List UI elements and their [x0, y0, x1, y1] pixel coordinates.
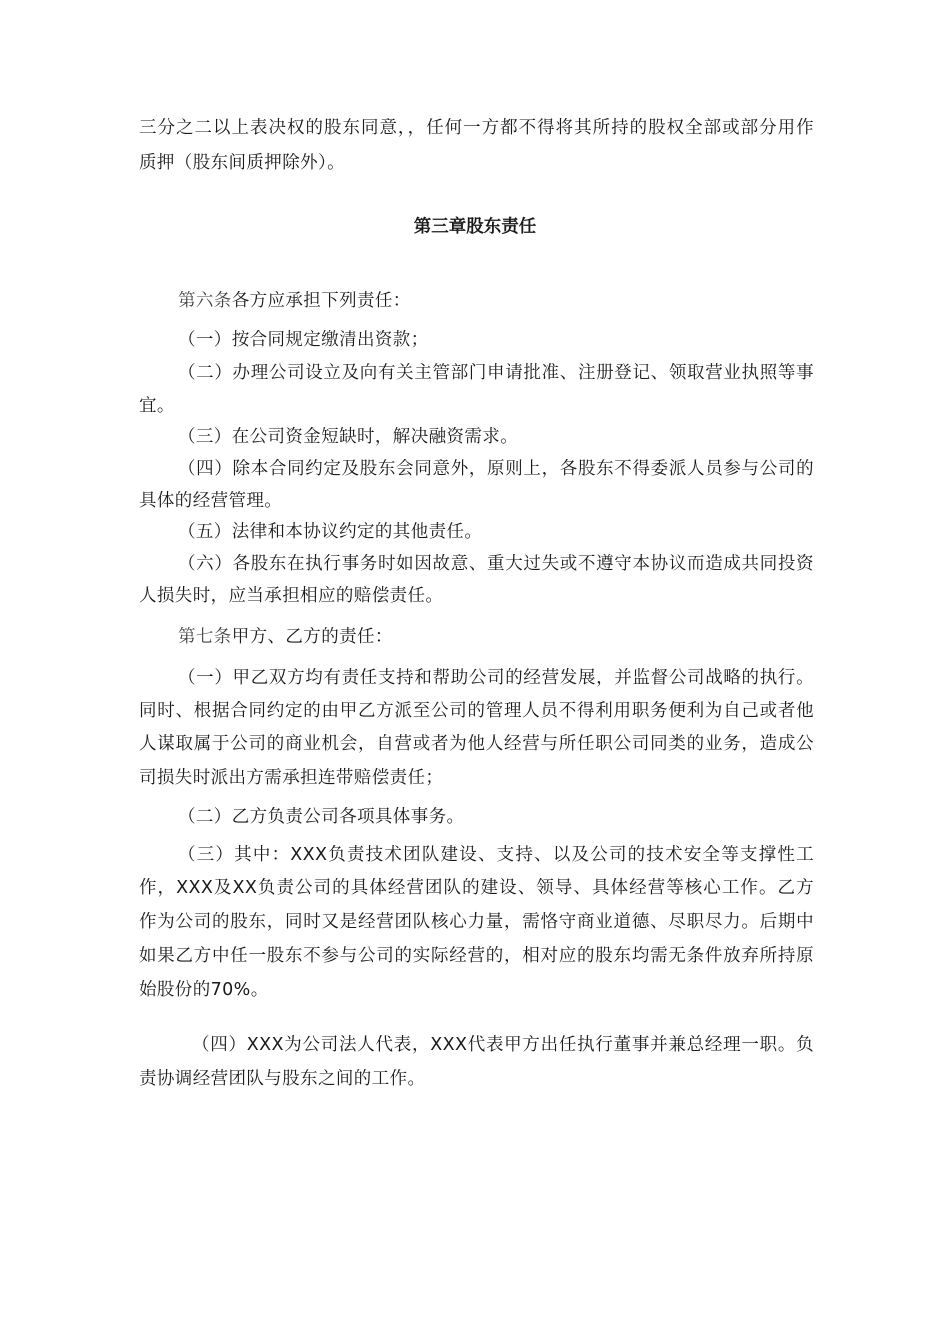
article-heading-text: 各方应承担下列责任：: [231, 291, 411, 311]
paragraph-line: （四）除本合同约定及股东会同意外，原则上，各股东不得委派人员参与公司的: [178, 459, 814, 479]
paragraph-line: （一）按合同规定缴清出资款；: [178, 330, 429, 350]
paragraph-line: 作为公司的股东，同时又是经营团队核心力量，需恪守商业道德、尽职尽力。后期中: [139, 912, 814, 932]
paragraph-line: 人损失时，应当承担相应的赔偿责任。: [139, 586, 444, 606]
paragraph-line: 作，XXX及XX负责公司的具体经营团队的建设、领导、具体经营等核心工作。乙方: [139, 878, 814, 898]
paragraph-line: （二）办理公司设立及向有关主管部门申请批准、注册登记、领取营业执照等事: [178, 363, 814, 383]
paragraph-line: 人谋取属于公司的商业机会，自营或者为他人经营与所任职公司同类的业务，造成公: [139, 734, 814, 754]
paragraph-line: 三分之二以上表决权的股东同意，，任何一方都不得将其所持的股权全部或部分用作: [139, 118, 814, 138]
paragraph-line: （三）在公司资金短缺时，解决融资需求。: [178, 427, 519, 447]
paragraph-line: （三）其中：XXX负责技术团队建设、支持、以及公司的技术安全等支撑性工: [178, 845, 814, 865]
chapter-title: 第三章股东责任: [413, 217, 537, 237]
paragraph-line: 司损失时派出方需承担连带赔偿责任；: [139, 768, 444, 788]
paragraph-line: （六）各股东在执行事务时如因故意、重大过失或不遵守本协议而造成共同投资: [178, 554, 814, 574]
paragraph-line: 宜。: [139, 396, 175, 416]
paragraph-line: （一）甲乙双方均有责任支持和帮助公司的经营发展，并监督公司战略的执行。: [178, 668, 814, 688]
paragraph-line: （五）法律和本协议约定的其他责任。: [178, 522, 483, 542]
article-number: 第六条: [178, 291, 232, 311]
paragraph-line: 责协调经营团队与股东之间的工作。: [139, 1069, 426, 1089]
paragraph-line: 如果乙方中任一股东不参与公司的实际经营的，相对应的股东均需无条件放弃所持原: [139, 946, 814, 966]
article-heading-text: 甲方、乙方的责任：: [231, 627, 393, 647]
paragraph-line: （二）乙方负责公司各项具体事务。: [178, 807, 465, 827]
article-heading: [178, 626, 393, 648]
article-heading: [178, 290, 411, 312]
paragraph-line: 同时、根据合同约定的由甲乙方派至公司的管理人员不得利用职务便利为自己或者他: [139, 701, 814, 721]
paragraph-line: 具体的经营管理。: [139, 491, 283, 511]
paragraph-line: 始股份的70%。: [139, 980, 269, 1000]
paragraph-line: 质押（股东间质押除外）。: [139, 153, 346, 173]
article-number: 第七条: [178, 627, 232, 647]
paragraph-line: （四）XXX为公司法人代表，XXX代表甲方出任执行董事并兼总经理一职。负: [192, 1035, 814, 1055]
